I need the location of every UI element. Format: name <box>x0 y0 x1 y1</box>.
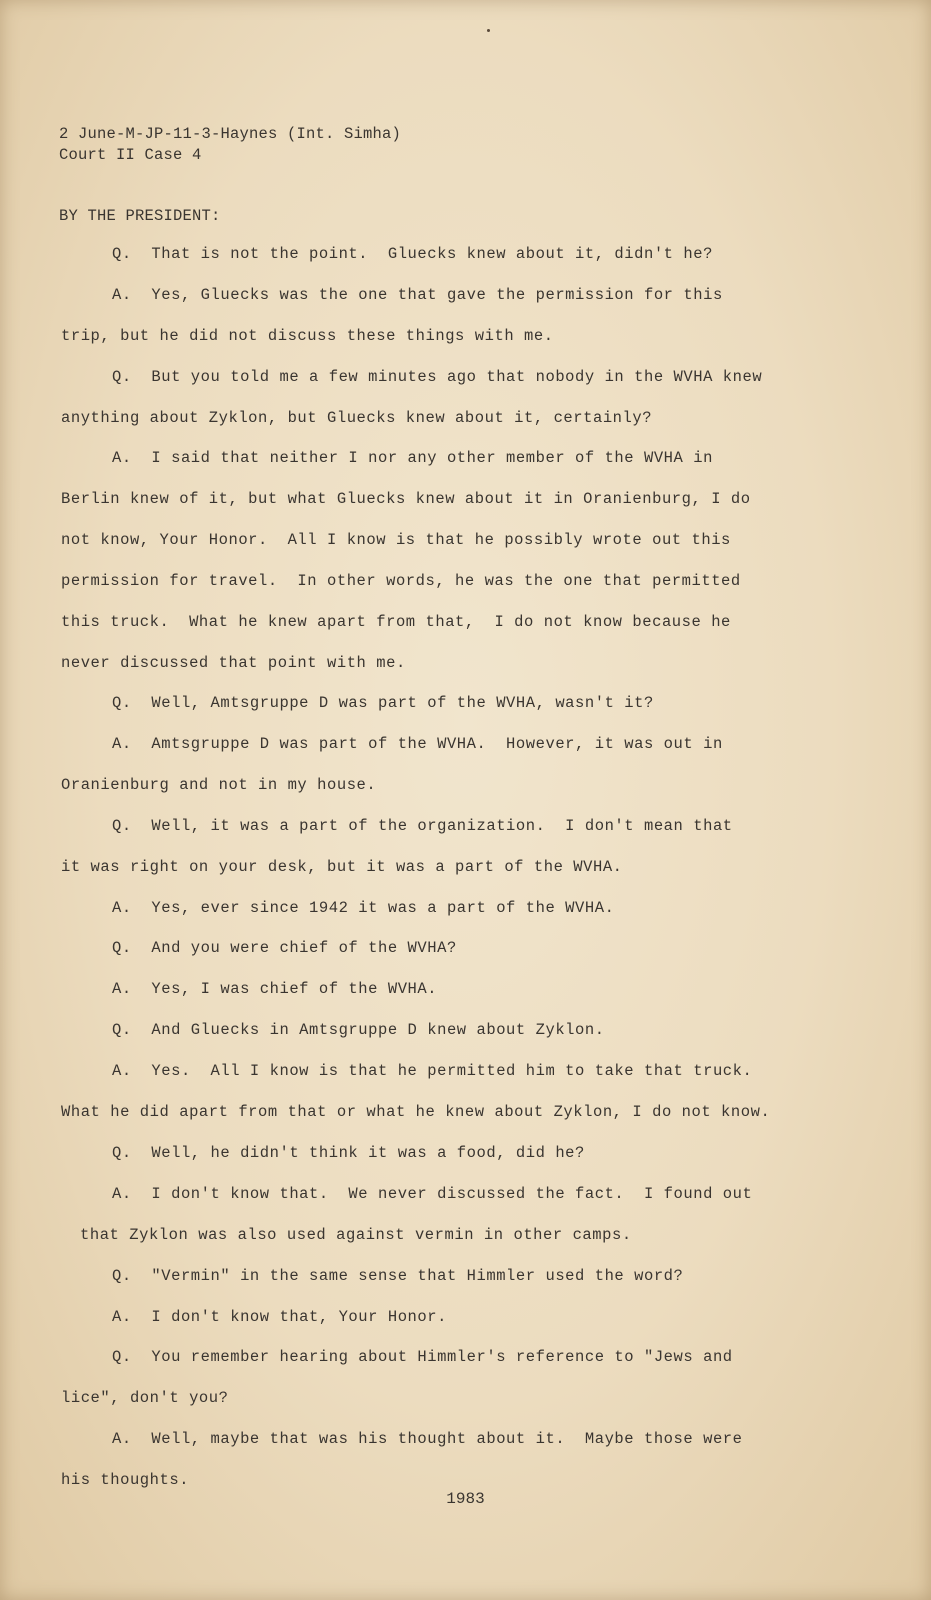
transcript-line: A. Yes, Gluecks was the one that gave the permission for this <box>112 286 723 304</box>
speaker-heading: BY THE PRESIDENT: <box>59 207 221 225</box>
transcript-line: A. Amtsgruppe D was part of the WVHA. However, it was out in <box>112 735 723 753</box>
transcript-line: his thoughts. <box>61 1471 190 1489</box>
transcript-line: Q. "Vermin" in the same sense that Himmler used the word? <box>112 1267 684 1285</box>
transcript-line: Q. Well, Amtsgruppe D was part of the WVHA, wasn't it? <box>112 694 654 712</box>
transcript-line: it was right on your desk, but it was a part of the WVHA. <box>61 858 623 876</box>
header-reference-line: 2 June-M-JP-11-3-Haynes (Int. Simha) <box>59 125 402 143</box>
transcript-line: Q. Well, he didn't think it was a food, did he? <box>112 1144 585 1162</box>
transcript-line: anything about Zyklon, but Gluecks knew about it, certainly? <box>61 409 653 427</box>
document-header <box>59 124 401 166</box>
transcript-line: Q. And Gluecks in Amtsgruppe D knew about Zyklon. <box>112 1021 605 1039</box>
transcript-line: never discussed that point with me. <box>61 654 406 672</box>
transcript-line: A. Yes, I was chief of the WVHA. <box>112 980 438 998</box>
transcript-line: Q. And you were chief of the WVHA? <box>112 939 457 957</box>
transcript-line: A. Well, maybe that was his thought about it. Maybe those were <box>112 1430 743 1448</box>
transcript-line: Oranienburg and not in my house. <box>61 776 377 794</box>
header-court-line: Court II Case 4 <box>59 146 202 164</box>
transcript-line: Q. Well, it was a part of the organization. I don't mean that <box>112 817 733 835</box>
transcript-line: Q. You remember hearing about Himmler's reference to "Jews and <box>112 1348 733 1366</box>
transcript-line: What he did apart from that or what he knew about Zyklon, I do not know. <box>61 1103 771 1121</box>
transcript-line: this truck. What he knew apart from that, I do not know because he <box>61 613 731 631</box>
transcript-line: permission for travel. In other words, he was the one that permitted <box>61 572 741 590</box>
page-number: 1983 <box>446 1490 485 1508</box>
transcript-line: Q. But you told me a few minutes ago that nobody in the WVHA knew <box>112 368 763 386</box>
transcript-line: that Zyklon was also used against vermin in other camps. <box>80 1226 632 1244</box>
transcript-line: Q. That is not the point. Gluecks knew about it, didn't he? <box>112 245 713 263</box>
transcript-line: A. I don't know that. We never discussed the fact. I found out <box>112 1185 753 1203</box>
transcript-line: A. I don't know that, Your Honor. <box>112 1308 447 1326</box>
transcript-line: lice", don't you? <box>61 1389 229 1407</box>
transcript-line: A. I said that neither I nor any other member of the WVHA in <box>112 449 713 467</box>
transcript-line: Berlin knew of it, but what Gluecks knew about it in Oranienburg, I do <box>61 490 751 508</box>
transcript-line: not know, Your Honor. All I know is that he possibly wrote out this <box>61 531 731 549</box>
transcript-line: trip, but he did not discuss these things with me. <box>61 327 554 345</box>
transcript-line: A. Yes, ever since 1942 it was a part of the WVHA. <box>112 899 615 917</box>
paper-speck <box>487 29 490 32</box>
transcript-line: A. Yes. All I know is that he permitted him to take that truck. <box>112 1062 753 1080</box>
